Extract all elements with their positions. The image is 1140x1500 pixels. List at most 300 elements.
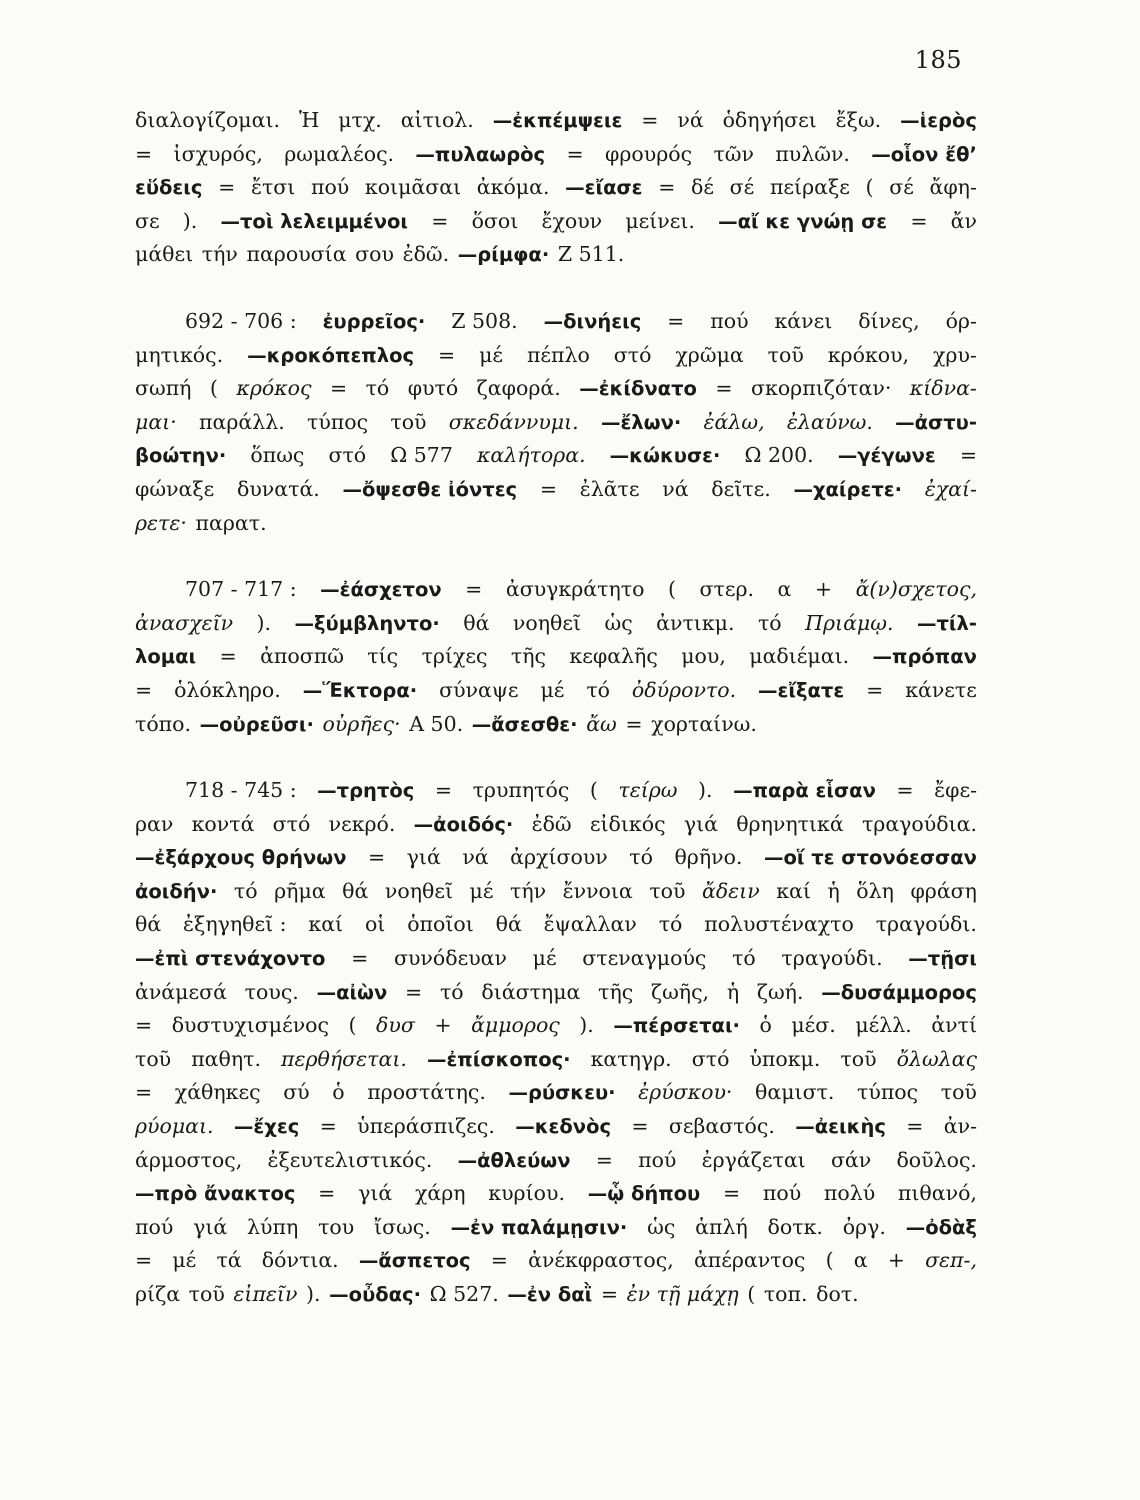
- lemma-term: —ἔλων·: [600, 410, 682, 434]
- word: =: [490, 1248, 508, 1273]
- word: μου,: [681, 644, 726, 669]
- lemma-term: —οἵ τε στονόεσσαν: [763, 846, 977, 870]
- word: =: [135, 1080, 153, 1105]
- italic-word: Πριάμῳ.: [805, 610, 894, 635]
- word: (: [348, 1013, 357, 1038]
- word: =: [434, 778, 453, 803]
- word: τοῦ: [188, 1282, 225, 1306]
- lemma-term: εὕδεις: [135, 176, 203, 200]
- word: =: [329, 376, 348, 401]
- word: α: [853, 1248, 868, 1273]
- word: σε: [135, 208, 160, 233]
- word: =: [959, 443, 977, 468]
- word: αἰτιολ.: [400, 108, 474, 132]
- word: ἔψαλλαν: [543, 912, 637, 937]
- lemma-term: —χαίρετε·: [793, 477, 903, 501]
- lemma-term: —οὖδας·: [329, 1283, 421, 1306]
- word: =: [595, 1147, 613, 1172]
- word: τοπ.: [763, 1282, 808, 1306]
- word: σου: [355, 242, 394, 267]
- lemma-term: —πρὸ ἄνακτος: [135, 1182, 296, 1206]
- word: τῶν: [713, 141, 754, 166]
- word: =: [465, 577, 483, 602]
- lemma-term: βοώτην·: [135, 444, 227, 468]
- lemma-term: —οἷον ἔθ’: [871, 142, 977, 166]
- word: ).: [306, 1282, 321, 1306]
- word: ἔχουν: [541, 208, 603, 233]
- word: ἔφε-: [934, 778, 977, 803]
- word: μαδιέμαι.: [749, 644, 850, 669]
- paragraph-gap: [135, 544, 977, 577]
- word: στό: [613, 342, 652, 367]
- word: τό: [757, 610, 782, 635]
- word: (: [747, 1282, 756, 1306]
- lemma-term: —ἐν δαῒ: [507, 1283, 593, 1306]
- word: παρατ.: [195, 510, 267, 535]
- word: =: [219, 644, 237, 669]
- word: συνόδευαν: [393, 946, 507, 971]
- word: ζωή.: [756, 979, 804, 1004]
- word: διάστημα: [481, 979, 581, 1004]
- word: μητικός.: [135, 342, 224, 367]
- text-line: [135, 644, 977, 678]
- italic-word: ἐν τῇ μάχῃ: [626, 1282, 739, 1306]
- word: (: [825, 1248, 834, 1273]
- lemma-term: —εἴασε: [565, 176, 643, 200]
- word: τύπος: [306, 409, 369, 434]
- word: μέ: [532, 946, 557, 971]
- word: χάθηκες: [174, 1080, 261, 1105]
- lemma-term: —ὀδὰξ: [905, 1215, 977, 1239]
- word: Ω 527.: [429, 1282, 499, 1306]
- word: φυτό: [407, 376, 459, 401]
- word: μέ: [172, 1248, 197, 1273]
- word: πού: [135, 1214, 174, 1239]
- text-line: [135, 980, 977, 1014]
- lemma-term: —ρίμφα·: [457, 243, 550, 267]
- word: ἴσως.: [374, 1214, 431, 1239]
- word: νά: [677, 108, 704, 132]
- word: ἔξω.: [835, 108, 882, 132]
- word: τό: [586, 677, 610, 702]
- word: πέπλο: [526, 342, 590, 367]
- lemma-term: —γέγωνε: [837, 444, 936, 468]
- italic-word: σκεδάννυμι.: [448, 409, 579, 434]
- word: ὁλόκληρο.: [174, 677, 281, 702]
- lemma-term: —ἐν παλάμῃσιν·: [450, 1215, 628, 1239]
- word: χρυ-: [933, 342, 977, 367]
- word: ὁ: [759, 1013, 772, 1038]
- text-line: [135, 1114, 977, 1148]
- text-line: [135, 309, 977, 343]
- word: τήν: [510, 878, 547, 903]
- word: τρίχες: [421, 644, 488, 669]
- text-line: [135, 242, 977, 276]
- word: +: [814, 577, 833, 602]
- word: =: [715, 376, 733, 401]
- word: πιθανό,: [897, 1181, 977, 1206]
- italic-word: ρετε·: [135, 510, 187, 535]
- italic-word: ἄ(ν)σχετος,: [855, 577, 977, 602]
- word: Ω 200.: [744, 443, 814, 468]
- word: σέ: [729, 175, 755, 200]
- lemma-term: —αἴ κε γνώῃ σε: [718, 209, 888, 233]
- word: ὀργ.: [842, 1214, 886, 1239]
- lemma-term: —τίλ-: [916, 611, 977, 635]
- word: τό: [233, 878, 258, 903]
- text-line: [135, 108, 977, 142]
- word: τόπο.: [135, 711, 192, 736]
- word: =: [667, 308, 685, 333]
- word: ἡ: [726, 979, 740, 1004]
- lemma-term: —κροκόπεπλος: [247, 343, 415, 367]
- word: ἐξευτελιστικός.: [267, 1147, 433, 1172]
- word: =: [910, 208, 928, 233]
- lemma-term: —ἀεικὴς: [795, 1115, 886, 1139]
- lemma-term: —κεδνὸς: [515, 1115, 612, 1139]
- word: πυλῶν.: [775, 141, 850, 166]
- word: γιά: [358, 1181, 393, 1206]
- lemma-term: —ᾧ δήπου: [587, 1182, 701, 1206]
- text-line: [135, 343, 977, 377]
- lemma-term: —ἔχες: [233, 1115, 300, 1139]
- word: δεῖτε.: [711, 476, 771, 501]
- lemma-term: —δυσάμμορος: [821, 980, 977, 1004]
- text-line: [135, 712, 977, 746]
- lemma-term: —τοὶ λελειμμένοι: [220, 209, 409, 233]
- word: ).: [579, 1013, 594, 1038]
- word: κάνετε: [905, 677, 977, 702]
- word: στό: [691, 1046, 730, 1071]
- word: ἀνάμεσά: [135, 979, 227, 1004]
- word: τίς: [367, 644, 399, 669]
- text-line: [135, 511, 977, 545]
- lemma-term: —ἱερὸς: [900, 109, 977, 132]
- text-line: [135, 611, 977, 645]
- word: προστάτης.: [367, 1080, 486, 1105]
- word: ὡς: [604, 610, 633, 635]
- lemma-term: —παρὰ εἷσαν: [733, 779, 876, 803]
- italic-word: εἰπεῖν: [233, 1282, 298, 1306]
- word: καί: [308, 912, 344, 937]
- word: τό: [365, 376, 390, 401]
- word: παράλλ.: [199, 409, 285, 434]
- italic-word: ἐάλω,: [703, 409, 765, 434]
- word: ).: [182, 208, 198, 233]
- word: κεφαλῆς: [569, 644, 658, 669]
- word: κοιμᾶσαι: [364, 175, 462, 200]
- word: ἡ: [827, 878, 840, 903]
- word: τοῦ: [767, 342, 804, 367]
- word: (: [209, 376, 218, 401]
- word: νεκρό.: [328, 811, 396, 836]
- word: δέ: [691, 175, 714, 200]
- word: τήν: [201, 242, 238, 267]
- italic-word: κίδνα-: [909, 376, 977, 401]
- word: =: [722, 1181, 741, 1206]
- lemma-term: —ὄψεσθε ἰόντες: [342, 477, 518, 501]
- text-line: [135, 477, 977, 511]
- word: δυστυχισμένος: [171, 1013, 329, 1038]
- word: σκορπιζόταν·: [751, 376, 892, 401]
- lemma-term: —ἐξάρχους θρήνων: [135, 846, 347, 870]
- word: θά: [135, 912, 162, 937]
- word: τους.: [244, 979, 299, 1004]
- text-line: [135, 1248, 977, 1282]
- word: ἀσυγκράτητο: [505, 577, 645, 602]
- word: ὑποκμ.: [749, 1046, 821, 1071]
- lemma-term: —οὐρεῦσι·: [199, 712, 314, 736]
- lemma-term: —ἐκίδνατο: [579, 377, 697, 401]
- lemma-term: —δινήεις: [543, 309, 642, 333]
- word: =: [600, 1282, 619, 1306]
- word: =: [135, 141, 153, 166]
- italic-word: τείρω: [618, 778, 678, 803]
- word: (: [667, 577, 676, 602]
- word: +: [887, 1248, 905, 1273]
- word: ).: [698, 778, 713, 803]
- italic-word: δυσ: [376, 1013, 415, 1038]
- word: παθητ.: [191, 1046, 261, 1071]
- text-line: [135, 1181, 977, 1215]
- word: α: [777, 577, 792, 602]
- word: ἐδῶ: [531, 811, 572, 836]
- word: =: [539, 476, 558, 501]
- word: σάν: [830, 1147, 872, 1172]
- word: =: [318, 1181, 336, 1206]
- italic-word: περθήσεται.: [281, 1046, 407, 1071]
- italic-word: ἄδειν: [702, 878, 760, 903]
- italic-word: ὄλωλας: [896, 1046, 977, 1071]
- word: τό: [732, 946, 756, 971]
- word: στεναγμούς: [582, 946, 707, 971]
- text-line: [135, 778, 977, 812]
- word: ἀποσπῶ: [260, 644, 344, 669]
- word: =: [906, 1114, 924, 1139]
- word: τῆς: [510, 644, 547, 669]
- word: χρῶμα: [675, 342, 744, 367]
- word: θρηνητικά: [736, 811, 844, 836]
- lemma-term: ἀοιδήν·: [135, 879, 218, 903]
- word: Ἡ: [298, 108, 320, 132]
- text-line: [135, 812, 977, 846]
- word: πείραξε: [769, 175, 850, 200]
- word: τῆς: [598, 979, 634, 1004]
- word: τύπος: [857, 1080, 919, 1105]
- word: θά: [342, 878, 369, 903]
- italic-word: ἐχαί-: [924, 476, 977, 501]
- word: οἱ: [364, 912, 386, 937]
- word: =: [351, 946, 369, 971]
- lemma-term: —τῇσι: [908, 947, 977, 971]
- word: ἀνέκφραστος,: [528, 1248, 674, 1273]
- word: =: [405, 979, 423, 1004]
- word: ἐδῶ.: [402, 242, 450, 267]
- word: ).: [256, 610, 272, 635]
- paragraph-gap: [135, 276, 977, 309]
- text-line: [135, 410, 977, 444]
- word: δόντια.: [261, 1248, 339, 1273]
- italic-word: ἀνασχεῖν: [135, 610, 234, 635]
- text-line: [135, 175, 977, 209]
- word: μέ: [479, 342, 504, 367]
- word: τραγούδια.: [861, 811, 977, 836]
- word: =: [135, 1248, 153, 1273]
- word: Α 50.: [409, 711, 464, 736]
- word: ρωμαλέος.: [284, 141, 395, 166]
- word: κρόκου,: [827, 342, 910, 367]
- lemma-term: —κώκυσε·: [609, 444, 721, 468]
- word: μάθει: [135, 242, 194, 267]
- text-line: [135, 376, 977, 410]
- word: ἰσχυρός,: [173, 141, 263, 166]
- lemma-term: —ἐάσχετον: [320, 578, 442, 602]
- italic-word: ἐρύσκου·: [638, 1080, 733, 1105]
- word: δοτκ.: [767, 1214, 823, 1239]
- word: σύ: [283, 1080, 310, 1105]
- word: =: [625, 711, 643, 736]
- word: κοντά: [191, 811, 255, 836]
- word: 692 - 706 :: [185, 308, 297, 333]
- word: ἐλᾶτε: [579, 476, 640, 501]
- word: φρουρός: [605, 141, 693, 166]
- word: παρουσία: [246, 242, 347, 267]
- word: τό: [629, 845, 653, 870]
- italic-word: ρύομαι.: [135, 1114, 214, 1139]
- word: μτχ.: [338, 108, 382, 132]
- word: νοηθεῖ: [512, 610, 582, 635]
- word: δοτ.: [816, 1282, 859, 1306]
- lemma-term: —τρητὸς: [317, 779, 415, 803]
- text-line: [135, 1148, 977, 1182]
- word: άρμοστος,: [135, 1147, 243, 1172]
- word: τρυπητός: [472, 778, 570, 803]
- word: +: [434, 1013, 452, 1038]
- word: τό: [439, 979, 464, 1004]
- word: κυρίου.: [488, 1181, 565, 1206]
- word: διαλογίζομαι.: [135, 108, 281, 132]
- word: θά: [463, 610, 490, 635]
- lemma-term: —ἀοιδός·: [413, 812, 514, 836]
- paragraph-gap: [135, 745, 977, 778]
- lemma-term: —Ἕκτορα·: [302, 678, 418, 702]
- word: μείνει.: [625, 208, 695, 233]
- word: ρίζα: [135, 1282, 181, 1306]
- word: ἁπλή: [695, 1214, 748, 1239]
- word: =: [431, 208, 449, 233]
- word: (: [589, 778, 598, 803]
- word: θαμιστ.: [755, 1080, 835, 1105]
- word: καί: [776, 878, 811, 903]
- word: =: [367, 845, 386, 870]
- word: δοῦλος.: [896, 1147, 977, 1172]
- word: νοηθεῖ: [384, 878, 453, 903]
- word: μέ: [540, 677, 565, 702]
- page-number: 185: [914, 46, 962, 74]
- word: ἐργάζεται: [701, 1147, 806, 1172]
- lemma-term: —ἐπὶ στενάχοντο: [135, 947, 326, 971]
- word: ὁ: [332, 1080, 345, 1105]
- italic-word: οὐρῆες·: [322, 711, 401, 736]
- word: τό: [658, 912, 683, 937]
- text-line: [135, 1013, 977, 1047]
- lemma-term: —ἐκπέμψειε: [492, 109, 623, 132]
- word: πολυστέναχτο: [704, 912, 854, 937]
- italic-word: μαι·: [135, 409, 177, 434]
- word: ἐξηγηθεῖ :: [183, 912, 287, 937]
- word: στό: [328, 443, 367, 468]
- text-line: [135, 912, 977, 946]
- word: μέλλ.: [855, 1013, 912, 1038]
- text-line: [135, 1047, 977, 1081]
- word: μέσ.: [791, 1013, 836, 1038]
- word: =: [641, 108, 659, 132]
- word: σεβαστός.: [668, 1114, 775, 1139]
- word: φράση: [910, 878, 977, 903]
- word: χορταίνω.: [651, 711, 757, 736]
- word: =: [631, 1114, 649, 1139]
- italic-word: ἐλαύνω.: [786, 409, 873, 434]
- word: φώναξε: [135, 476, 215, 501]
- text-line: [135, 1080, 977, 1114]
- lemma-term: —εἴξατε: [758, 678, 845, 702]
- word: χάρη: [414, 1181, 466, 1206]
- lemma-term: —πυλαωρὸς: [415, 142, 546, 166]
- word: εἰδικός: [589, 811, 666, 836]
- text-line: [135, 142, 977, 176]
- word: ἀρχίσουν: [510, 845, 608, 870]
- word: πού: [310, 175, 350, 200]
- word: στό: [272, 811, 311, 836]
- italic-word: ὀδύροντο.: [631, 677, 737, 702]
- word: θρῆνο.: [674, 845, 743, 870]
- commentary-text: [135, 108, 977, 1316]
- word: Ζ 511.: [557, 242, 625, 267]
- lemma-term: λομαι: [135, 645, 197, 669]
- lemma-term: —αἰὼν: [316, 980, 388, 1004]
- text-line: [135, 577, 977, 611]
- lemma-term: —ἄσεσθε·: [471, 712, 578, 736]
- word: ἀντικμ.: [656, 610, 735, 635]
- text-line: [135, 946, 977, 980]
- word: στερ.: [699, 577, 755, 602]
- word: ἀπέραντος: [693, 1248, 806, 1273]
- word: ζωῆς,: [650, 979, 710, 1004]
- word: 718 - 745 :: [185, 778, 297, 803]
- word: γιά: [193, 1214, 228, 1239]
- word: =: [437, 342, 456, 367]
- word: Ω 577: [390, 443, 453, 468]
- text-line: [135, 209, 977, 243]
- word: ἔτσι: [250, 175, 296, 200]
- italic-word: καλήτορα.: [476, 443, 586, 468]
- word: λύπη: [247, 1214, 299, 1239]
- word: ζαφορά.: [476, 376, 561, 401]
- word: τά: [216, 1248, 242, 1273]
- word: σύναψε: [439, 677, 519, 702]
- word: κάνει: [774, 308, 833, 333]
- word: ἀν-: [943, 1114, 977, 1139]
- word: πού: [710, 308, 749, 333]
- word: νά: [662, 476, 689, 501]
- word: ὑπεράσπιζες.: [357, 1114, 495, 1139]
- word: τοῦ: [135, 1046, 172, 1071]
- word: ἄν: [950, 208, 977, 233]
- text-line: [135, 678, 977, 712]
- text-line: [135, 845, 977, 879]
- lemma-term: —πέρσεται·: [613, 1014, 740, 1038]
- word: του: [318, 1214, 355, 1239]
